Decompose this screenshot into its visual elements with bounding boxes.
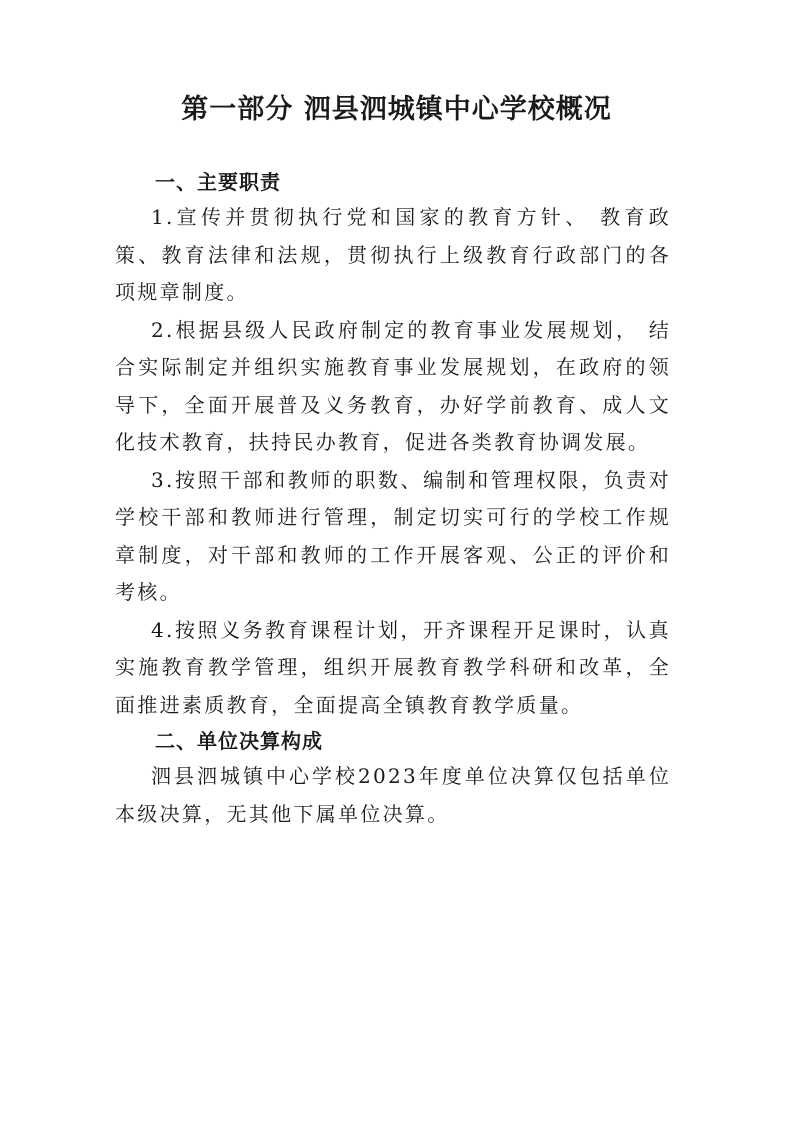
section-heading: 二、单位决算构成 — [155, 729, 323, 753]
paragraph: 3.按照干部和教师的职数、编制和管理权限，负责对学校干部和教师进行管理，制定切实可行的学校工作规章制度，对干部和教师的工作开展客观、公正的评价和考核。 — [115, 467, 671, 604]
section-main-duties — [115, 165, 671, 724]
section-heading: 一、主要职责 — [155, 170, 281, 194]
paragraph: 1.宣传并贯彻执行党和国家的教育方针、 教育政策、教育法律和法规，贯彻执行上级教育行政部门的各项规章制度。 — [115, 205, 671, 304]
section-unit-composition — [115, 724, 671, 833]
paragraph: 泗县泗城镇中心学校2023年度单位决算仅包括单位本级决算，无其他下属单位决算。 — [115, 764, 671, 826]
document-body — [115, 165, 671, 833]
paragraph: 4.按照义务教育课程计划，开齐课程开足课时，认真实施教育教学管理，组织开展教育教学科研和改革，全面推进素质教育，全面提高全镇教育教学质量。 — [115, 617, 671, 717]
page-title: 第一部分 泗县泗城镇中心学校概况 — [181, 94, 612, 125]
paragraph: 2.根据县级人民政府制定的教育事业发展规划， 结合实际制定并组织实施教育事业发展规划，在政府的领导下，全面开展普及义务教育，办好学前教育、成人文化技术教育，扶持民办教育，促进各类教育协调发展。 — [115, 317, 671, 454]
